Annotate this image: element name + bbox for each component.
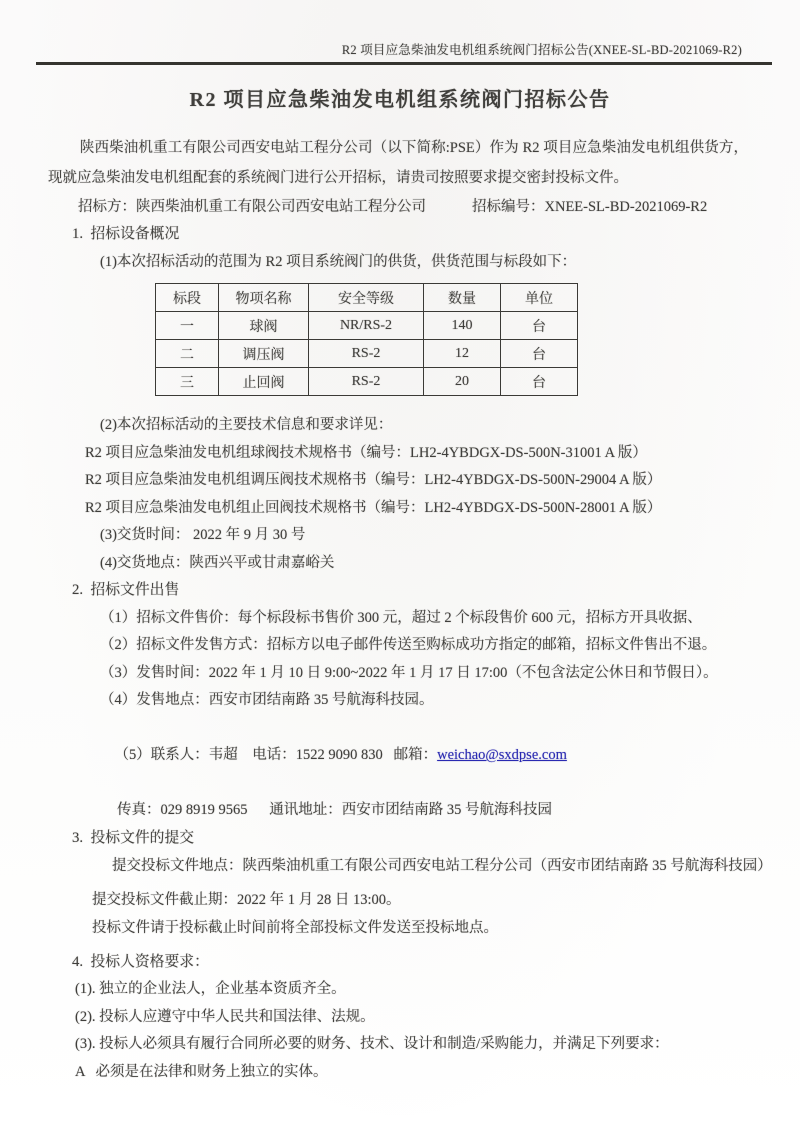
submit-note-line: 投标文件请于投标截止时间前将全部投标文件发送至投标地点。: [92, 920, 498, 936]
qualification-item-1: (1). 独立的企业法人，企业基本资质齐全。: [75, 981, 346, 997]
spec-check-valve: R2 项目应急柴油发电机组止回阀技术规格书（编号：LH2-4YBDGX-DS-500N-28001 A 版）: [85, 499, 662, 516]
col-header-safety: 安全等级: [309, 284, 424, 312]
cell-lot: 一: [156, 312, 219, 340]
table-row: [156, 368, 578, 396]
qualification-item-3: (3). 投标人必须具有履行合同所必要的财务、技术、设计和制造/采购能力，并满足下列要求：: [75, 1036, 669, 1052]
cell-safety: RS-2: [309, 340, 424, 368]
cell-unit: 台: [501, 340, 578, 368]
cell-lot: 二: [156, 340, 219, 368]
cell-safety: RS-2: [309, 368, 424, 396]
col-header-item: 物项名称: [219, 284, 309, 312]
qualification-item-a: A 必须是在法律和财务上独立的实体。: [75, 1063, 328, 1080]
section2-heading: 2. 招标文件出售: [72, 582, 180, 598]
spec-ball-valve: R2 项目应急柴油发电机组球阀技术规格书（编号：LH2-4YBDGX-DS-500N-31001 A 版）: [85, 444, 647, 461]
running-header: R2 项目应急柴油发电机组系统阀门招标公告(XNEE-SL-BD-2021069-R2): [341, 43, 742, 57]
section3-heading: 3. 投标文件的提交: [72, 829, 195, 846]
cell-unit: 台: [501, 312, 578, 340]
spec-pressure-valve: R2 项目应急柴油发电机组调压阀技术规格书（编号：LH2-4YBDGX-DS-500N-29004 A 版）: [85, 472, 662, 488]
contact-email-link[interactable]: weichao@sxdpse.com: [437, 747, 567, 763]
submit-place-line: 提交投标文件地点：陕西柴油机重工有限公司西安电站工程分公司（西安市团结南路 35 号航海科技园）: [112, 858, 772, 874]
section1-scope-line: (1)本次招标活动的范围为 R2 项目系统阀门的供货，供货范围与标段如下：: [100, 253, 577, 270]
fax-address-line: 传真：029 8919 9565 通讯地址：西安市团结南路 35 号航海科技园: [117, 802, 552, 818]
col-header-unit: 单位: [501, 284, 578, 312]
section4-heading: 4. 投标人资格要求：: [72, 953, 209, 970]
contact-line: [100, 715, 760, 798]
cell-safety: NR/RS-2: [309, 312, 424, 340]
table-row: [156, 340, 578, 368]
intro-paragraph: 陕西柴油机重工有限公司西安电站工程分公司（以下简称:PSE）作为 R2 项目应急柴油发电机组供货方，现就应急柴油发电机组配套的系统阀门进行公开招标，请贵司按照要求提交密封投标文件。: [48, 140, 748, 186]
doc-price-line: （1）招标文件售价：每个标段标书售价 300 元，超过 2 个标段售价 600 元，招标方开具收据、: [100, 609, 702, 626]
tender-info-line: [78, 193, 800, 221]
delivery-place-line: (4)交货地点：陕西兴平或甘肃嘉峪关: [100, 554, 335, 571]
cell-item: 调压阀: [219, 340, 309, 368]
col-header-lot: 标段: [156, 284, 219, 312]
delivery-time-line: (3)交货时间： 2022 年 9 月 30 号: [100, 527, 306, 543]
col-header-qty: 数量: [424, 284, 501, 312]
sale-place-line: （4）发售地点：西安市团结南路 35 号航海科技园。: [100, 692, 434, 708]
qualification-item-2: (2). 投标人应遵守中华人民共和国法律、法规。: [75, 1008, 375, 1025]
cell-qty: 140: [424, 312, 501, 340]
doc-delivery-method-line: （2）招标文件发售方式：招标方以电子邮件传送至购标成功方指定的邮箱，招标文件售出不退。: [100, 637, 717, 653]
contact-info: （5）联系人：韦超 电话：1522 9090 830 邮箱：: [114, 747, 438, 763]
tenderer-name: 招标方：陕西柴油机重工有限公司西安电站工程分公司: [78, 199, 426, 215]
scope-table: [155, 283, 578, 396]
table-row: [156, 312, 578, 340]
cell-lot: 三: [156, 368, 219, 396]
tender-number: 招标编号：XNEE-SL-BD-2021069-R2: [472, 199, 708, 215]
cell-qty: 20: [424, 368, 501, 396]
cell-item: 球阀: [219, 312, 309, 340]
cell-unit: 台: [501, 368, 578, 396]
section1-tech-line: (2)本次招标活动的主要技术信息和要求详见：: [100, 417, 393, 433]
sale-time-line: （3）发售时间：2022 年 1 月 10 日 9:00~2022 年 1 月 17 日 17:00（不包含法定公休日和节假日）。: [100, 664, 718, 681]
submit-deadline-line: 提交投标文件截止期：2022 年 1 月 28 日 13:00。: [92, 891, 401, 908]
cell-qty: 12: [424, 340, 501, 368]
cell-item: 止回阀: [219, 368, 309, 396]
page-title: R2 项目应急柴油发电机组系统阀门招标公告: [189, 89, 611, 111]
section1-heading: 1. 招标设备概况: [72, 226, 180, 242]
header-rule: [36, 62, 772, 65]
table-header-row: [156, 284, 578, 312]
